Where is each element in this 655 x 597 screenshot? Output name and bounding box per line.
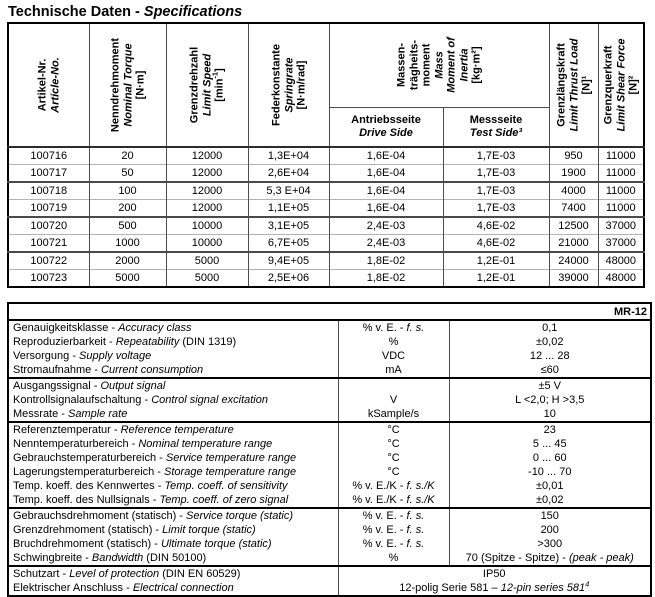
- spec-value: [449, 551, 651, 566]
- value-text: ≤60: [540, 364, 559, 376]
- cell-article: 100719: [8, 200, 89, 218]
- cell-inertia-drive: 1,6E-04: [329, 165, 443, 183]
- unit-superscript: -1: [210, 71, 220, 79]
- cell-thrust: 21000: [549, 235, 598, 253]
- cell-speed: 5000: [166, 252, 248, 270]
- label-de: Messseite: [469, 113, 523, 126]
- cell-inertia-test: 1,7E-03: [443, 165, 549, 183]
- label-suffix: (DIN 50100): [143, 552, 207, 564]
- cell-thrust: 12500: [549, 217, 598, 235]
- spec-value: [449, 393, 651, 407]
- spec-name: [8, 335, 338, 349]
- unit-text: VDC: [381, 350, 406, 362]
- spec-value: [449, 349, 651, 363]
- cell-inertia-drive: 1,6E-04: [329, 182, 443, 200]
- spec-unit: [338, 451, 449, 465]
- spec-name: [8, 537, 338, 551]
- spec-value: [449, 451, 651, 465]
- unit-text: %: [388, 552, 399, 564]
- value-text: 70 (Spitze - Spitze) -: [465, 552, 569, 564]
- label-en: Temp. coeff. of sensitivity: [164, 480, 288, 492]
- label-de: trägheits-: [407, 40, 420, 91]
- spec-row: [8, 378, 651, 393]
- value-italic: (peak - peak): [569, 552, 634, 564]
- cell-inertia-test: 1,7E-03: [443, 147, 549, 165]
- table-header-row: [8, 23, 644, 107]
- label-de: Grenzdrehzahl: [188, 46, 201, 124]
- unit-text: % v. E. -: [362, 524, 407, 536]
- cell-torque: 50: [89, 165, 166, 183]
- spec-name: [8, 508, 338, 523]
- column-header-article-no: [8, 23, 89, 147]
- value-text: 0,1: [542, 322, 558, 334]
- label-de: Schutzart -: [13, 568, 70, 580]
- value-text: 150: [540, 510, 559, 522]
- label-en: Accuracy class: [118, 322, 192, 334]
- label-en: Control signal excitation: [151, 394, 268, 406]
- cell-article: 100720: [8, 217, 89, 235]
- value-superscript: 4: [585, 579, 590, 589]
- cell-inertia-test: 1,2E-01: [443, 270, 549, 288]
- value-text: 200: [540, 524, 559, 536]
- label-de: Messrate -: [13, 408, 69, 420]
- label-suffix: (DIN 1319): [179, 336, 237, 348]
- spec-row: [8, 320, 651, 335]
- spec-name: [8, 363, 338, 378]
- label-en: Service temperature range: [165, 452, 297, 464]
- cell-inertia-test: 4,6E-02: [443, 235, 549, 253]
- label-en: Level of protection: [69, 568, 160, 580]
- spec-unit: [338, 393, 449, 407]
- spec-value: [338, 566, 651, 581]
- cell-speed: 5000: [166, 270, 248, 288]
- cell-torque: 100: [89, 182, 166, 200]
- unit-label: [N·m/rad]: [294, 60, 307, 110]
- value-text: IP50: [482, 568, 506, 580]
- label-de: Grenzquerkraft: [602, 45, 614, 125]
- label-de: Kontrollsignalaufschaltung -: [13, 394, 152, 406]
- cell-article: 100718: [8, 182, 89, 200]
- spec-name: [8, 378, 338, 393]
- spec-value: [449, 465, 651, 479]
- label-en: Nominal Torque: [121, 43, 134, 127]
- spec-unit: [338, 508, 449, 523]
- label-en: Temp. coeff. of zero signal: [159, 494, 289, 506]
- spec-row: [8, 393, 651, 407]
- label-de: Elektrischer Anschluss -: [13, 582, 133, 594]
- cell-springrate: 5,3 E+04: [248, 182, 329, 200]
- cell-thrust: 24000: [549, 252, 598, 270]
- cell-torque: 5000: [89, 270, 166, 288]
- label-de: Bruchdrehmoment (statisch) -: [13, 538, 161, 550]
- spec-value: [449, 320, 651, 335]
- unit-text: V: [389, 394, 398, 406]
- cell-thrust: 1900: [549, 165, 598, 183]
- column-header-limit-thrust-load: [549, 23, 598, 147]
- value-text: ±0,01: [536, 480, 564, 492]
- spec-row: [8, 581, 651, 596]
- value-text: 23: [543, 424, 556, 436]
- cell-thrust: 7400: [549, 200, 598, 218]
- cell-torque: 200: [89, 200, 166, 218]
- cell-article: 100721: [8, 235, 89, 253]
- label-de: Nenntemperaturbereich -: [13, 438, 139, 450]
- label-de: Grenzdrehmoment (statisch) -: [13, 524, 163, 536]
- spec-unit: [338, 437, 449, 451]
- column-header-limit-shear-force: [598, 23, 644, 147]
- label-de: Schwingbreite -: [13, 552, 92, 564]
- spec-row: [8, 407, 651, 422]
- value-text: ±5 V: [538, 380, 562, 392]
- article-specs-table: [7, 22, 645, 288]
- unit-text: % v. E./K -: [352, 494, 407, 506]
- label-de: Lagerungstemperaturbereich -: [13, 466, 165, 478]
- cell-inertia-drive: 1,6E-04: [329, 200, 443, 218]
- unit-text: ]: [213, 68, 226, 72]
- label-en: Article-No.: [48, 57, 61, 113]
- label-en: Repeatability: [115, 336, 180, 348]
- cell-torque: 1000: [89, 235, 166, 253]
- spec-unit: [338, 422, 449, 437]
- unit-text: % v. E. -: [362, 538, 407, 550]
- spec-row: [8, 422, 651, 437]
- unit-text: mA: [385, 364, 402, 376]
- cell-springrate: 9,4E+05: [248, 252, 329, 270]
- spec-name: [8, 320, 338, 335]
- column-header-nominal-torque: [89, 23, 166, 147]
- label-de: Temp. koeff. des Kennwertes -: [13, 480, 165, 492]
- cell-torque: 500: [89, 217, 166, 235]
- label-de: Massen-: [395, 43, 408, 88]
- spec-unit: [338, 335, 449, 349]
- label-en: Drive Side: [359, 126, 413, 139]
- value-text: >300: [537, 538, 563, 550]
- column-header-limit-speed: [166, 23, 248, 147]
- spec-unit: [338, 320, 449, 335]
- cell-springrate: 6,7E+05: [248, 235, 329, 253]
- unit-italic: f. s.: [406, 322, 425, 334]
- cell-inertia-test: 4,6E-02: [443, 217, 549, 235]
- spec-value: [449, 335, 651, 349]
- label-de: Ausgangssignal -: [13, 380, 101, 392]
- unit-text: % v. E. -: [362, 510, 407, 522]
- value-italic: 12-pin series 581: [500, 582, 586, 594]
- cell-speed: 10000: [166, 235, 248, 253]
- cell-thrust: 950: [549, 147, 598, 165]
- spec-unit: [338, 479, 449, 493]
- label-en: Bandwidth: [91, 552, 144, 564]
- unit-text: °C: [387, 466, 400, 478]
- unit-italic: f. s.: [406, 538, 425, 550]
- spec-name: [8, 493, 338, 508]
- label-en: Test Side³: [469, 126, 523, 139]
- cell-speed: 12000: [166, 182, 248, 200]
- spec-value: [449, 422, 651, 437]
- label-de: Gebrauchstemperaturbereich -: [13, 452, 166, 464]
- value-text: ±0,02: [536, 494, 564, 506]
- label-de: Stromaufnahme -: [13, 364, 102, 376]
- spec-name: [8, 437, 338, 451]
- value-text: 12-polig Serie 581 –: [399, 582, 501, 594]
- column-header-springrate: [248, 23, 329, 147]
- cell-inertia-test: 1,7E-03: [443, 182, 549, 200]
- unit-text: °C: [387, 438, 400, 450]
- cell-article: 100717: [8, 165, 89, 183]
- unit-text: °C: [387, 452, 400, 464]
- spec-row: [8, 523, 651, 537]
- spec-row: [8, 566, 651, 581]
- value-text: ±0,02: [536, 336, 564, 348]
- cell-inertia-test: 1,7E-03: [443, 200, 549, 218]
- spec-row: [8, 537, 651, 551]
- cell-inertia-drive: 1,6E-04: [329, 147, 443, 165]
- cell-inertia-test: 1,2E-01: [443, 252, 549, 270]
- spec-value: [449, 479, 651, 493]
- label-en: Limit torque (static): [162, 524, 256, 536]
- spec-name: [8, 465, 338, 479]
- label-en: Current consumption: [101, 364, 204, 376]
- spec-row: [8, 551, 651, 566]
- cell-springrate: 2,6E+04: [248, 165, 329, 183]
- cell-shear: 11000: [598, 182, 644, 200]
- unit-label: [N·m]: [133, 70, 146, 100]
- value-text: 5 ... 45: [532, 438, 567, 450]
- label-de: Gebrauchsdrehmoment (statisch) -: [13, 510, 187, 522]
- label-de: Artikel-Nr.: [36, 58, 49, 112]
- cell-shear: 48000: [598, 252, 644, 270]
- page-title-en: Specifications: [143, 4, 243, 20]
- spec-value: [449, 493, 651, 508]
- table-row: [8, 217, 644, 235]
- label-de: Genauigkeitsklasse -: [13, 322, 119, 334]
- unit-label: [N]¹: [579, 75, 592, 95]
- spec-unit: [338, 551, 449, 566]
- value-text: 0 ... 60: [532, 452, 567, 464]
- spec-value: [449, 537, 651, 551]
- label-en: Nominal temperature range: [138, 438, 273, 450]
- mr12-specs-table: [7, 302, 652, 597]
- cell-speed: 12000: [166, 147, 248, 165]
- unit-label: [N]²: [627, 75, 639, 95]
- cell-shear: 11000: [598, 200, 644, 218]
- label-en: Service torque (static): [186, 510, 293, 522]
- label-en: Ultimate torque (static): [160, 538, 272, 550]
- cell-shear: 11000: [598, 147, 644, 165]
- cell-inertia-drive: 2,4E-03: [329, 235, 443, 253]
- spec-value: [449, 363, 651, 378]
- label-en: Mass: [432, 51, 445, 80]
- unit-italic: f. s.: [406, 510, 425, 522]
- cell-article: 100723: [8, 270, 89, 288]
- label-suffix: (DIN EN 60529): [159, 568, 241, 580]
- unit-label: [210, 47, 226, 123]
- unit-text: °C: [387, 424, 400, 436]
- label-en: Electrical connection: [132, 582, 234, 594]
- value-text: 12 ... 28: [529, 350, 570, 362]
- spec-name: [8, 422, 338, 437]
- spec-name: [8, 349, 338, 363]
- spec-unit: [338, 349, 449, 363]
- spec-value: [449, 523, 651, 537]
- label-en: Limit Speed: [200, 53, 213, 117]
- cell-springrate: 3,1E+05: [248, 217, 329, 235]
- label-de: moment: [420, 43, 433, 87]
- spec-value: [338, 581, 651, 596]
- label-en: Reference temperature: [120, 424, 234, 436]
- label-de: Temp. koeff. des Nullsignals -: [13, 494, 160, 506]
- table-row: [8, 147, 644, 165]
- cell-shear: 48000: [598, 270, 644, 288]
- spec-row: [8, 437, 651, 451]
- column-header-mass-moment-of-inertia: [329, 23, 549, 107]
- cell-shear: 37000: [598, 217, 644, 235]
- value-text: -10 ... 70: [528, 466, 572, 478]
- table-row: [8, 252, 644, 270]
- table-row: [8, 165, 644, 183]
- spec-unit: [338, 493, 449, 508]
- spec-name: [8, 523, 338, 537]
- spec-unit: [338, 537, 449, 551]
- label-de: Antriebsseite: [351, 113, 421, 126]
- cell-inertia-drive: 2,4E-03: [329, 217, 443, 235]
- model-header-row: [8, 303, 651, 320]
- unit-text: %: [388, 336, 399, 348]
- unit-italic: f. s./K: [406, 494, 435, 506]
- table-row: [8, 270, 644, 288]
- label-en: Storage temperature range: [164, 466, 297, 478]
- cell-torque: 2000: [89, 252, 166, 270]
- spec-row: [8, 508, 651, 523]
- unit-label: [kg·m²]: [470, 46, 483, 84]
- spec-name: [8, 566, 338, 581]
- model-badge: MR-12: [613, 305, 647, 318]
- spec-value: [449, 378, 651, 393]
- cell-inertia-drive: 1,8E-02: [329, 252, 443, 270]
- unit-text: [min: [213, 78, 226, 102]
- cell-torque: 20: [89, 147, 166, 165]
- spec-value: [449, 508, 651, 523]
- unit-text: kSample/s: [367, 408, 420, 420]
- label-de: Reproduzierbarkeit -: [13, 336, 116, 348]
- value-text: L <2,0; H >3,5: [515, 394, 585, 406]
- spec-row: [8, 493, 651, 508]
- spec-row: [8, 363, 651, 378]
- spec-name: [8, 581, 338, 596]
- label-en: Limit Shear Force: [614, 38, 627, 132]
- spec-unit: [338, 363, 449, 378]
- unit-italic: f. s.: [406, 524, 425, 536]
- page-title: [8, 4, 655, 20]
- cell-shear: 37000: [598, 235, 644, 253]
- label-en: Limit Thrust Load: [567, 38, 580, 132]
- page-title-de: Technische Daten -: [8, 4, 144, 20]
- unit-text: % v. E. -: [362, 322, 407, 334]
- unit-text: % v. E./K -: [352, 480, 407, 492]
- spec-row: [8, 451, 651, 465]
- label-de: Nenndrehmoment: [108, 37, 121, 133]
- label-en: Moment of: [445, 37, 458, 94]
- spec-row: [8, 465, 651, 479]
- spec-name: [8, 393, 338, 407]
- spec-name: [8, 551, 338, 566]
- subheader-test-side: [443, 107, 549, 147]
- cell-speed: 12000: [166, 165, 248, 183]
- spec-unit: [338, 378, 449, 393]
- cell-springrate: 1,1E+05: [248, 200, 329, 218]
- label-en: Springrate: [282, 57, 295, 113]
- spec-row: [8, 479, 651, 493]
- table-row: [8, 200, 644, 218]
- cell-springrate: 1,3E+04: [248, 147, 329, 165]
- label-de: Grenzlängskraft: [554, 43, 567, 127]
- label-de: Versorgung -: [13, 350, 80, 362]
- cell-inertia-drive: 1,8E-02: [329, 270, 443, 288]
- label-de: Referenztemperatur -: [13, 424, 121, 436]
- cell-article: 100716: [8, 147, 89, 165]
- unit-italic: f. s./K: [406, 480, 435, 492]
- label-en: Supply voltage: [79, 350, 152, 362]
- spec-value: [449, 437, 651, 451]
- spec-name: [8, 451, 338, 465]
- label-en: Output signal: [100, 380, 166, 392]
- table-row: [8, 235, 644, 253]
- subheader-drive-side: [329, 107, 443, 147]
- cell-thrust: 39000: [549, 270, 598, 288]
- cell-article: 100722: [8, 252, 89, 270]
- cell-thrust: 4000: [549, 182, 598, 200]
- spec-name: [8, 479, 338, 493]
- spec-row: [8, 349, 651, 363]
- label-de: Federkonstante: [269, 44, 282, 126]
- cell-shear: 11000: [598, 165, 644, 183]
- label-en: Sample rate: [68, 408, 128, 420]
- spec-unit: [338, 523, 449, 537]
- spec-row: [8, 335, 651, 349]
- table-row: [8, 182, 644, 200]
- value-text: 10: [543, 408, 556, 420]
- spec-value: [449, 407, 651, 422]
- spec-unit: [338, 407, 449, 422]
- spec-unit: [338, 465, 449, 479]
- cell-springrate: 2,5E+06: [248, 270, 329, 288]
- label-en: Inertia: [457, 48, 470, 82]
- cell-speed: 10000: [166, 217, 248, 235]
- cell-speed: 12000: [166, 200, 248, 218]
- spec-name: [8, 407, 338, 422]
